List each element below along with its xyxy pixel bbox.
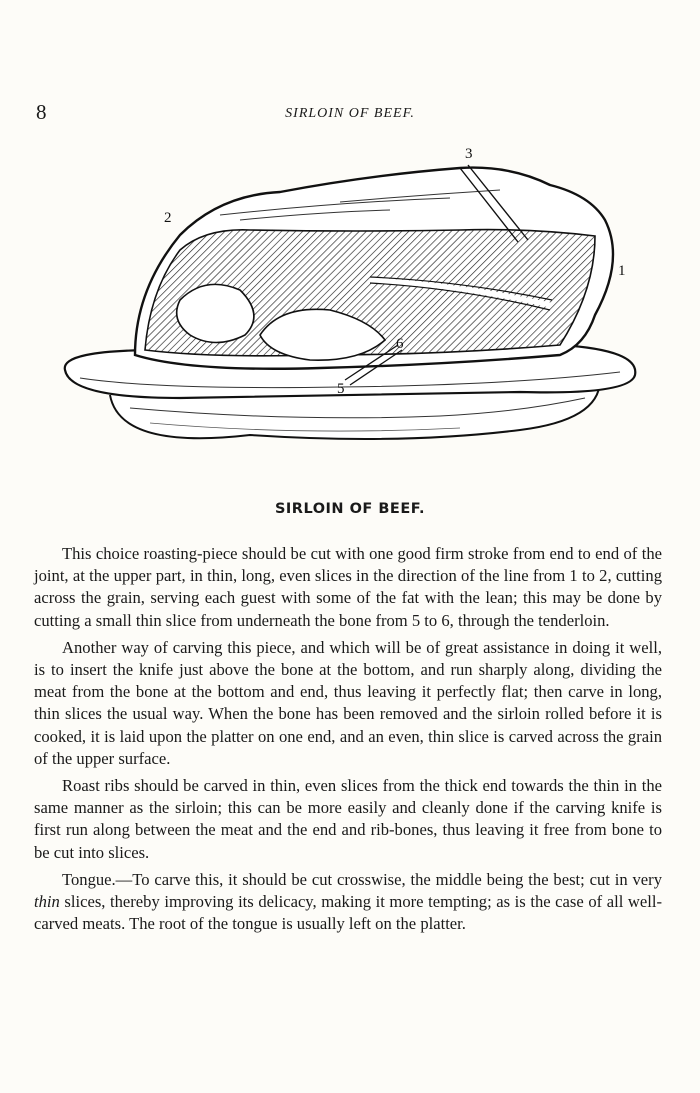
sirloin-illustration — [40, 140, 660, 480]
label-three: 3 — [465, 146, 473, 162]
running-head: SIRLOIN OF BEEF. — [285, 106, 415, 121]
label-six: 6 — [396, 336, 404, 352]
paragraph: This choice roasting-piece should be cut with one good firm stroke from end to end of the joint, at the upper part, in thin, long, even slices in the direction of the line from 1 to 2, cutting across the grain, serving each guest with some of the fat with the lean; this may be done by cutting a small thin slice from underneath the bone from 5 to 6, through the tenderloin. — [34, 544, 662, 630]
tongue-text-before: Tongue.—To carve this, it should be cut crosswise, the middle being the best; cut in very — [62, 869, 662, 889]
section-title: SIRLOIN OF BEEF. — [274, 501, 426, 517]
label-five: 5 — [337, 381, 345, 397]
paragraph-tongue — [34, 869, 662, 936]
paragraph: Roast ribs should be carved in thin, even slices from the thick end towards the thin in the same manner as the sirloin; this can be more easily and cleanly done if the carving knife is first run along between the meat and the end and rib-bones, thus leaving it free from bone to be cut into slices. — [34, 776, 662, 862]
tongue-text-after: slices, thereby improving its delicacy, making it more tempting; as is the case of all well-carved meats. The root of the tongue is usually left on the platter. — [34, 892, 662, 934]
paragraph: Another way of carving this piece, and which will be of great assistance in doing it well, is to insert the knife just above the bone at the bottom, and run sharply along, dividing the meat from the bone at the bottom and end, thus leaving it perfectly flat; then carve in long, thin slices the usual way. When the bone has been removed and the sirloin rolled before it is cooked, it is laid upon the platter on one end, and an even, thin slice is carved across the grain of the upper surface. — [34, 637, 662, 768]
label-two: 2 — [164, 210, 172, 226]
sirloin-joint — [135, 168, 613, 369]
emphasis-thin: thin — [34, 892, 60, 912]
label-one: 1 — [618, 263, 626, 279]
body-text — [34, 543, 662, 940]
page-number: 8 — [36, 100, 47, 124]
